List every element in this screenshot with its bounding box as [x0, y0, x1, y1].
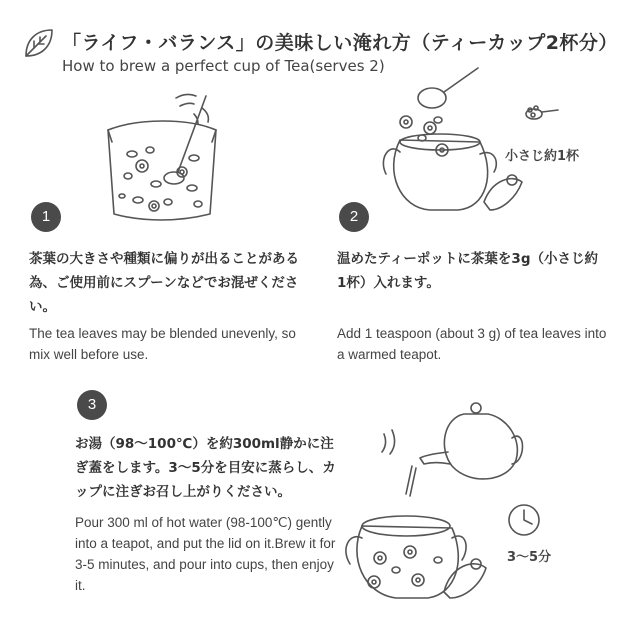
step-3-text-jp: お湯（98～100℃）を約300ml静かに注ぎ蓋をします。3～5分を目安に蒸らし、カップに注ぎお召し上がりください。 [75, 436, 336, 500]
page-subtitle: How to brew a perfect cup of Tea(serves 2) [62, 57, 385, 75]
teaspoon-note: 小さじ約1杯 [505, 149, 580, 164]
step-1-text-en: The tea leaves may be blended unevenly, so mix well before use. [29, 326, 296, 362]
step-2-text-en: Add 1 teaspoon (about 3 g) of tea leaves into a warmed teapot. [337, 326, 607, 362]
step-1-badge: 1 [31, 202, 61, 232]
page-title: 「ライフ・バランス」の美味しい淹れ方（ティーカップ2杯分） [62, 32, 618, 54]
tea-bag-mixing-illustration [98, 88, 228, 228]
step-3-badge: 3 [77, 390, 107, 420]
timer-label: 3～5分 [507, 550, 552, 565]
step-2-badge: 2 [339, 202, 369, 232]
step-2-text-jp: 温めたティーポットに茶葉を3g（小さじ約1杯）入れます。 [337, 251, 598, 291]
step-1-text-jp: 茶葉の大きさや種類に偏りが出ることがある為、ご使用前にスプーンなどでお混ぜください。 [29, 251, 299, 315]
step-3-text-en: Pour 300 ml of hot water (98-100℃) gently into a teapot, and put the lid on it.Brew it for 3-5 minutes, and pour into cups, then enjoy it. [75, 515, 336, 593]
leaf-icon [22, 26, 56, 60]
kettle-teapot-illustration [340, 398, 550, 610]
